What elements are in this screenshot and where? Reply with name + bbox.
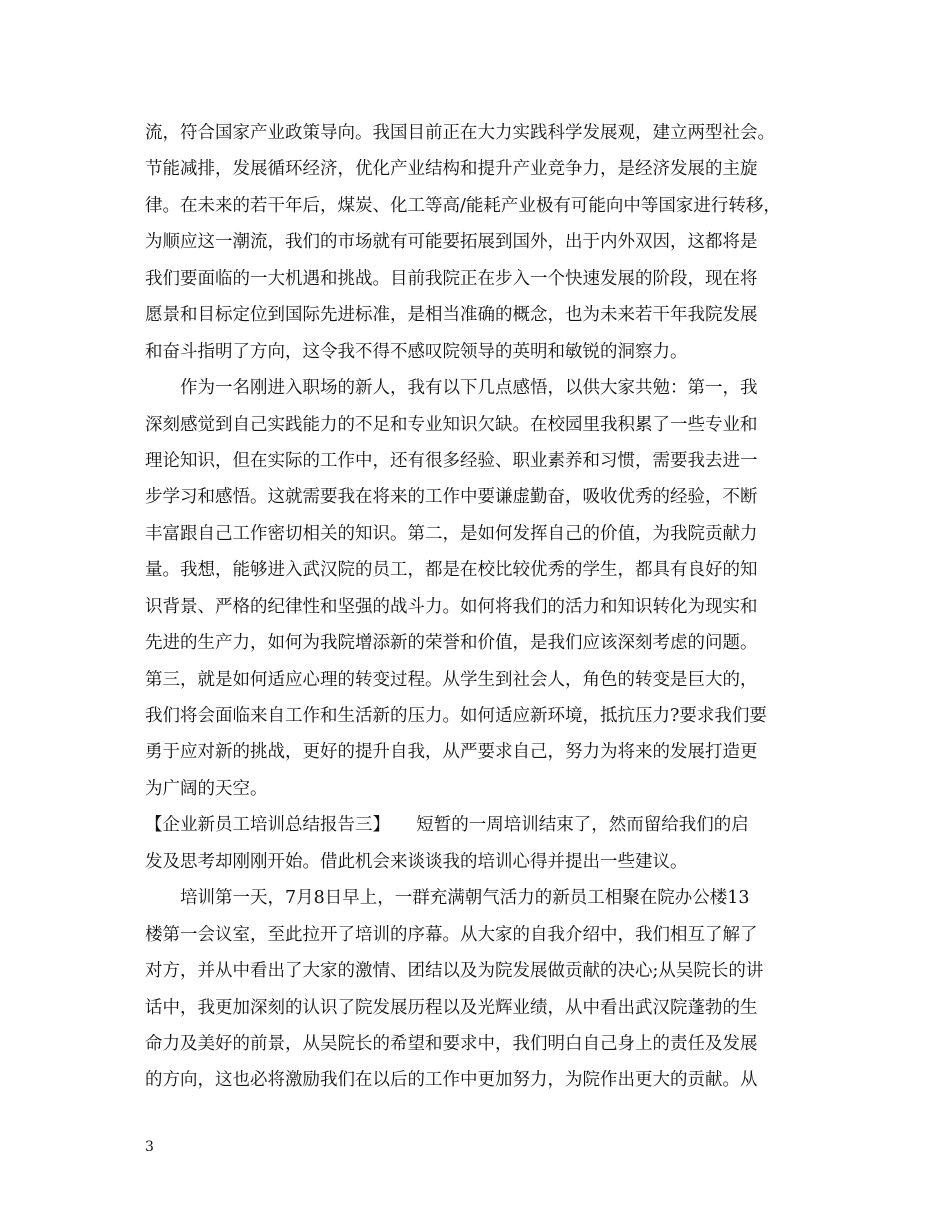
text-line: 对方，并从中看出了大家的激情、团结以及为院发展做贡献的决心;从吴院长的讲 [145, 961, 764, 982]
text-line: 我们将会面临来自工作和生活新的压力。如何适应新环境，抵抗压力?要求我们要 [145, 706, 767, 726]
text-line: 深刻感觉到自己实践能力的不足和专业知识欠缺。在校园里我积累了一些专业和 [145, 414, 758, 435]
text-line: 愿景和目标定位到国际先进标准，是相当准确的概念，也为未来若干年我院发展 [145, 305, 758, 326]
text-line: 律。在未来的若干年后，煤炭、化工等高/能耗产业极有可能向中等国家进行转移， [145, 195, 781, 216]
text-line: 勇于应对新的挑战，更好的提升自我，从严要求自己，努力为将来的发展打造更 [145, 742, 758, 763]
text-line: 发及思考却刚刚开始。借此机会来谈谈我的培训心得并提出一些建议。 [145, 851, 688, 872]
text-line: 识背景、严格的纪律性和坚强的战斗力。如何将我们的活力和知识转化为现实和 [145, 596, 758, 617]
text-line: 和奋斗指明了方向，这令我不得不感叹院领导的英明和敏锐的洞察力。 [145, 341, 688, 362]
text-line: 楼第一会议室，至此拉开了培训的序幕。从大家的自我介绍中，我们相互了解了 [145, 924, 758, 945]
text-line: 节能减排，发展循环经济，优化产业结构和提升产业竞争力，是经济发展的主旋 [145, 159, 758, 180]
text-line: 话中，我更加深刻的认识了院发展历程以及光辉业绩，从中看出武汉院蓬勃的生 [145, 997, 758, 1018]
page-number: 3 [145, 1139, 154, 1155]
text-line: 量。我想，能够进入武汉院的员工，都是在校比较优秀的学生，都具有良好的知 [145, 560, 758, 581]
text-line: 的方向，这也必将激励我们在以后的工作中更加努力，为院作出更大的贡献。从 [145, 1070, 758, 1091]
body-text [145, 115, 815, 1099]
text-line: 丰富跟自己工作密切相关的知识。第二，是如何发挥自己的价值，为我院贡献力 [145, 523, 758, 544]
text-line: 第三，就是如何适应心理的转变过程。从学生到社会人，角色的转变是巨大的， [145, 669, 758, 690]
text-line: 为广阔的天空。 [145, 778, 268, 799]
text-line: 作为一名刚进入职场的新人，我有以下几点感悟，以供大家共勉：第一，我 [145, 378, 758, 399]
text-line: 理论知识，但在实际的工作中，还有很多经验、职业素养和习惯，需要我去进一 [145, 450, 758, 471]
text-line: 培训第一天，7月8日早上，一群充满朝气活力的新员工相聚在院办公楼13 [145, 888, 750, 909]
text-line: 命力及美好的前景，从吴院长的希望和要求中，我们明白自己身上的责任及发展 [145, 1033, 758, 1054]
text-line: 步学习和感悟。这就需要我在将来的工作中要谦虚勤奋，吸收优秀的经验，不断 [145, 487, 758, 508]
text-line: 我们要面临的一大机遇和挑战。目前我院正在步入一个快速发展的阶段，现在将 [145, 268, 758, 289]
text-line: 为顺应这一潮流，我们的市场就有可能要拓展到国外，出于内外双因，这都将是 [145, 232, 758, 253]
text-line: 先进的生产力，如何为我院增添新的荣誉和价值，是我们应该深刻考虑的问题。 [145, 633, 758, 654]
text-line: 【企业新员工培训总结报告三】 短暂的一周培训结束了，然而留给我们的启 [145, 815, 749, 836]
text-line: 流，符合国家产业政策导向。我国目前正在大力实践科学发展观，建立两型社会。 [145, 123, 775, 143]
